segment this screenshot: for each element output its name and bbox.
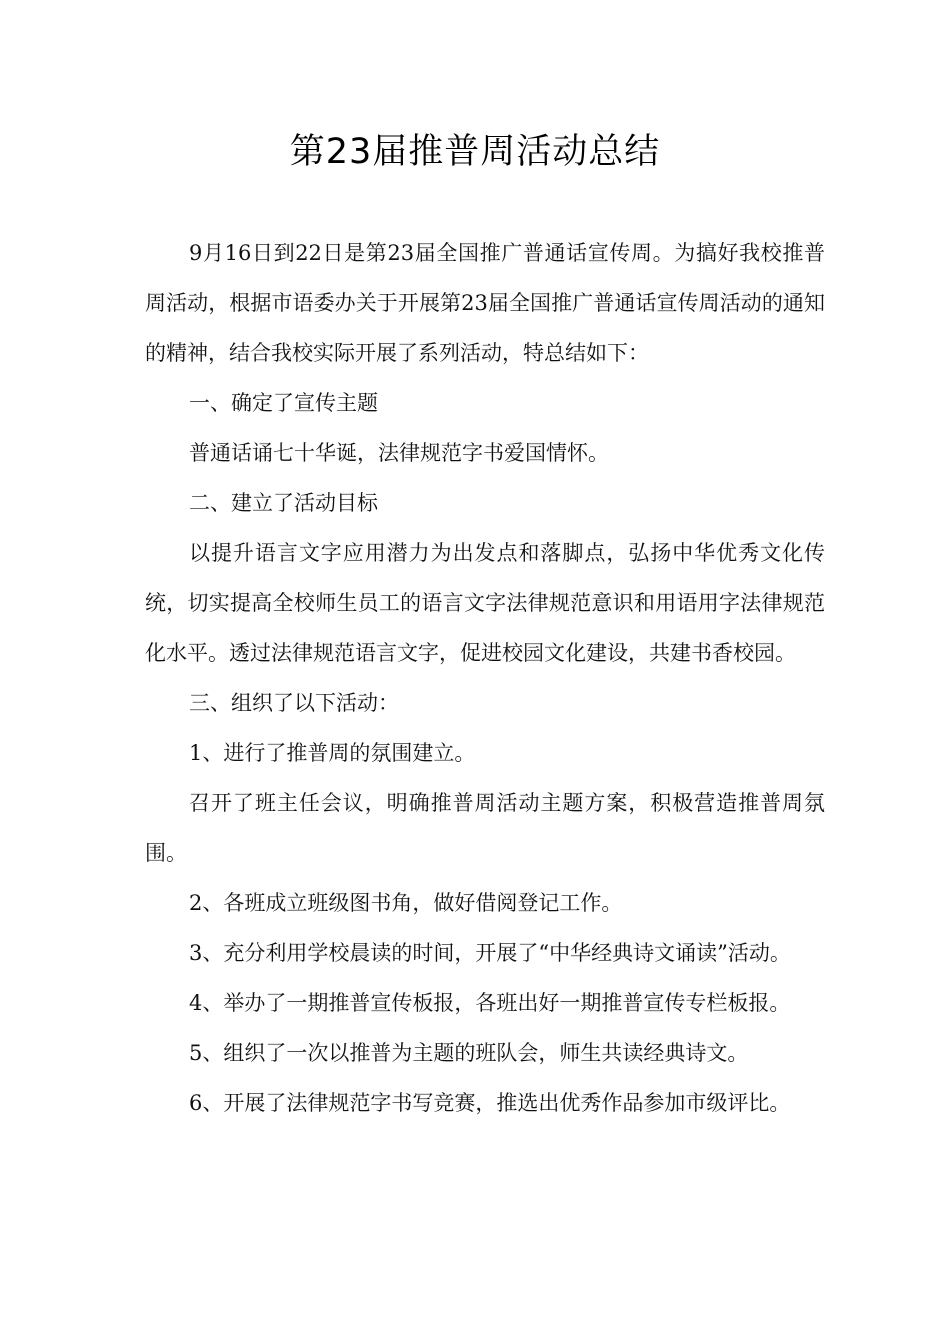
activity-item-5: 5、组织了一次以推普为主题的班队会，师生共读经典诗文。: [189, 1041, 749, 1065]
document-title: 第23届推普周活动总结: [289, 132, 661, 172]
paragraph-goal: 以提升语言文字应用潜力为出发点和落脚点，弘扬中华优秀文化传统，切实提高全校师生员工的语言文字法律规范意识和用语用字法律规范化水平。透过法律规范语言文字，促进校园文化建设，共建书香校园。: [145, 541, 825, 665]
activity-item-6: 6、开展了法律规范字书写竞赛，推选出优秀作品参加市级评比。: [189, 1091, 791, 1115]
section-heading-theme: 一、确定了宣传主题: [189, 391, 378, 415]
activity-item-2: 2、各班成立班级图书角，做好借阅登记工作。: [189, 891, 623, 915]
paragraph-activity-1-detail: 召开了班主任会议，明确推普周活动主题方案，积极营造推普周氛围。: [145, 791, 825, 865]
activity-item-4: 4、举办了一期推普宣传板报，各班出好一期推普宣传专栏板报。: [189, 991, 791, 1015]
section-heading-activities: 三、组织了以下活动：: [189, 691, 399, 715]
paragraph-theme: 普通话诵七十华诞，法律规范字书爱国情怀。: [189, 441, 609, 465]
paragraph-intro: 9月16日到22日是第23届全国推广普通话宣传周。为搞好我校推普周活动，根据市语委办关于开展第23届全国推广普通话宣传周活动的通知的精神，结合我校实际开展了系列活动，特总结如下：: [145, 241, 825, 365]
activity-item-1: 1、进行了推普周的氛围建立。: [189, 741, 476, 765]
section-heading-goal: 二、建立了活动目标: [189, 491, 378, 515]
document-body: [145, 228, 825, 1128]
activity-item-3: 3、充分利用学校晨读的时间，开展了“中华经典诗文诵读”活动。: [189, 941, 791, 965]
